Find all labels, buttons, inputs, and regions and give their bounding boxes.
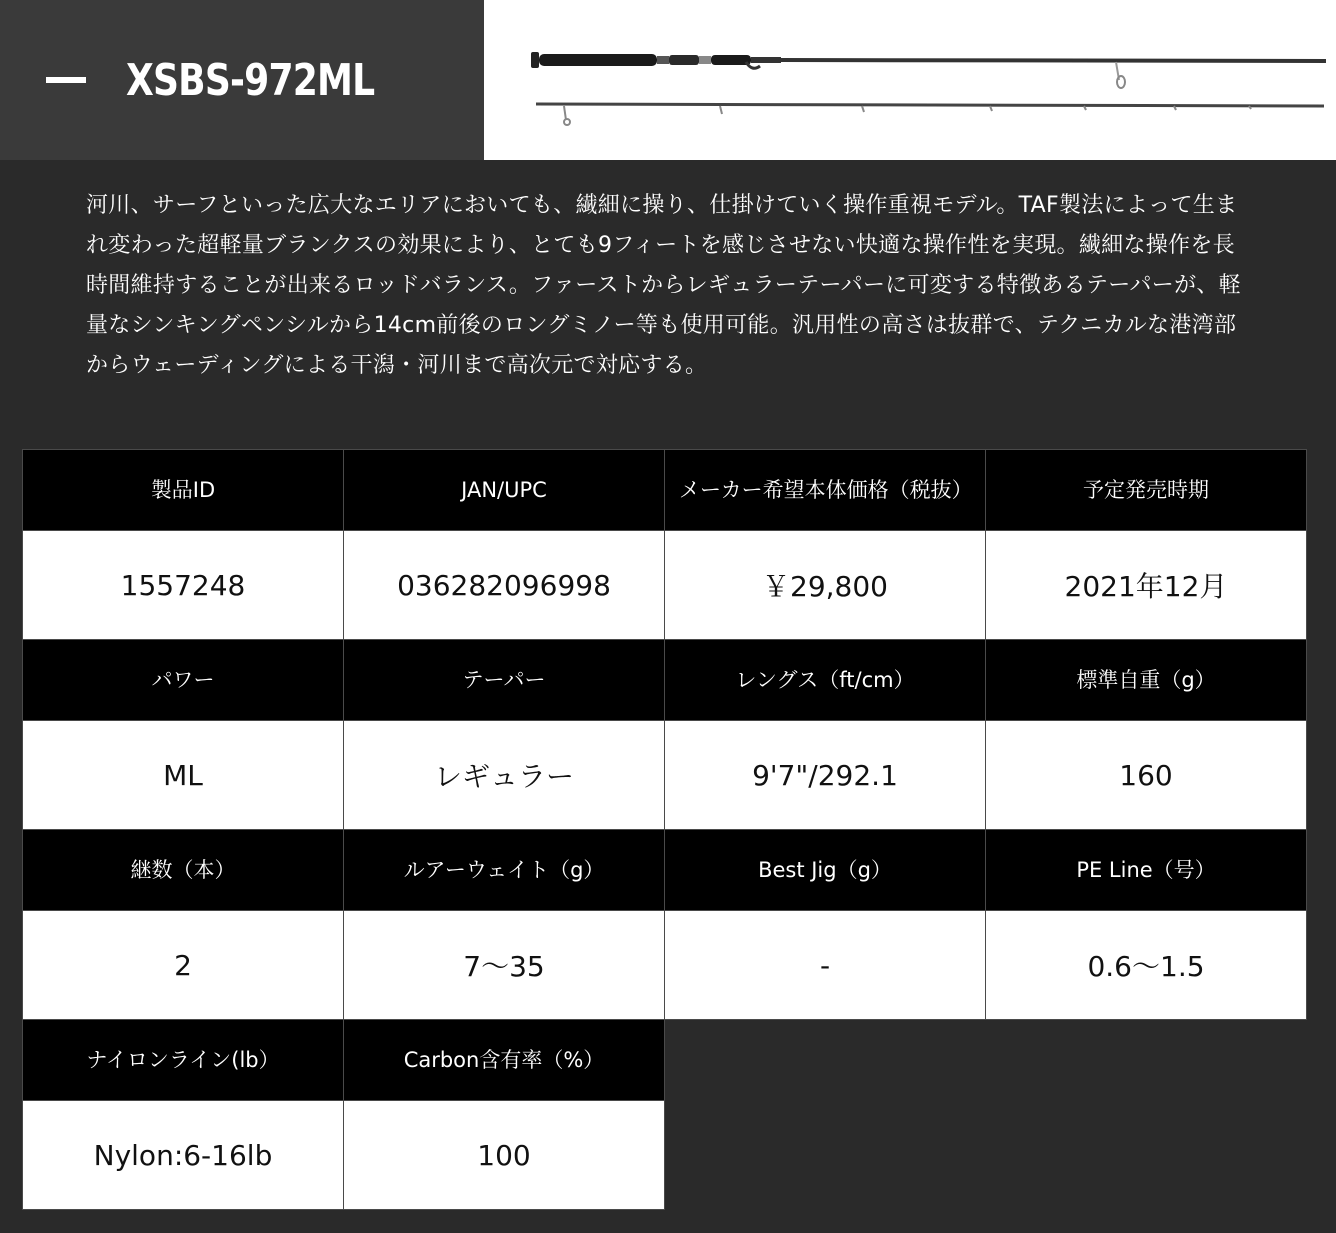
spec-header-taper: テーパー [343,639,665,721]
spec-value-pe-line: 0.6〜1.5 [985,910,1307,1020]
spec-header-lure-weight: ルアーウェイト（g） [343,829,665,911]
spec-value-nylon-line: Nylon:6-16lb [22,1100,344,1210]
spec-value-power: ML [22,720,344,830]
spec-header-weight: 標準自重（g） [985,639,1307,721]
product-header [0,0,1336,160]
product-description: 河川、サーフといった広大なエリアにおいても、繊細に操り、仕掛けていく操作重視モデル。TAF製法によって生まれ変わった超軽量ブランクスの効果により、とても9フィートを感じさせない快適な操作性を実現。繊細な操作を長時間維持することが出来るロッドバランス。ファーストからレギュラーテーパーに可変する特徴あるテーパーが、軽量なシンキングペンシルから14cm前後のロングミノー等も使用可能。汎用性の高さは抜群で、テクニカルな港湾部からウェーディングによる干潟・河川まで高次元で対応する。 [86,193,1241,378]
spec-header-row [22,1019,1310,1100]
spec-value-pieces: 2 [22,910,344,1020]
spec-header-nylon-line: ナイロンライン(lb） [22,1019,344,1101]
spec-header-length: レングス（ft/cm） [664,639,986,721]
spec-header-product-id: 製品ID [22,449,344,531]
spec-header-price: メーカー希望本体価格（税抜） [664,449,986,531]
spec-header-row [22,639,1310,720]
spec-value-lure-weight: 7〜35 [343,910,665,1020]
title-dash-decoration [46,77,86,83]
spec-value-product-id: 1557248 [22,530,344,640]
spec-header-release-date: 予定発売時期 [985,449,1307,531]
spec-header-power: パワー [22,639,344,721]
spec-value-row [22,720,1310,829]
title-block [0,0,484,160]
spec-value-row [22,530,1310,639]
spec-header-jan-upc: JAN/UPC [343,449,665,531]
spec-value-best-jig: - [664,910,986,1020]
spec-value-carbon-content: 100 [343,1100,665,1210]
spec-value-row [22,910,1310,1019]
spec-value-price: ￥29,800 [664,530,986,640]
spec-header-best-jig: Best Jig（g） [664,829,986,911]
fishing-rod-image [484,0,1336,160]
product-image [484,0,1336,160]
spec-header-carbon-content: Carbon含有率（%） [343,1019,665,1101]
spec-value-release-date: 2021年12月 [985,530,1307,640]
spec-header-row [22,449,1310,530]
spec-header-pieces: 継数（本） [22,829,344,911]
spec-value-length: 9'7"/292.1 [664,720,986,830]
spec-table [22,449,1310,1209]
product-title: XSBS-972ML [126,54,375,106]
spec-header-pe-line: PE Line（号） [985,829,1307,911]
spec-value-taper: レギュラー [343,720,665,830]
spec-header-row [22,829,1310,910]
spec-value-row [22,1100,1310,1209]
spec-value-weight: 160 [985,720,1307,830]
spec-value-jan-upc: 036282096998 [343,530,665,640]
